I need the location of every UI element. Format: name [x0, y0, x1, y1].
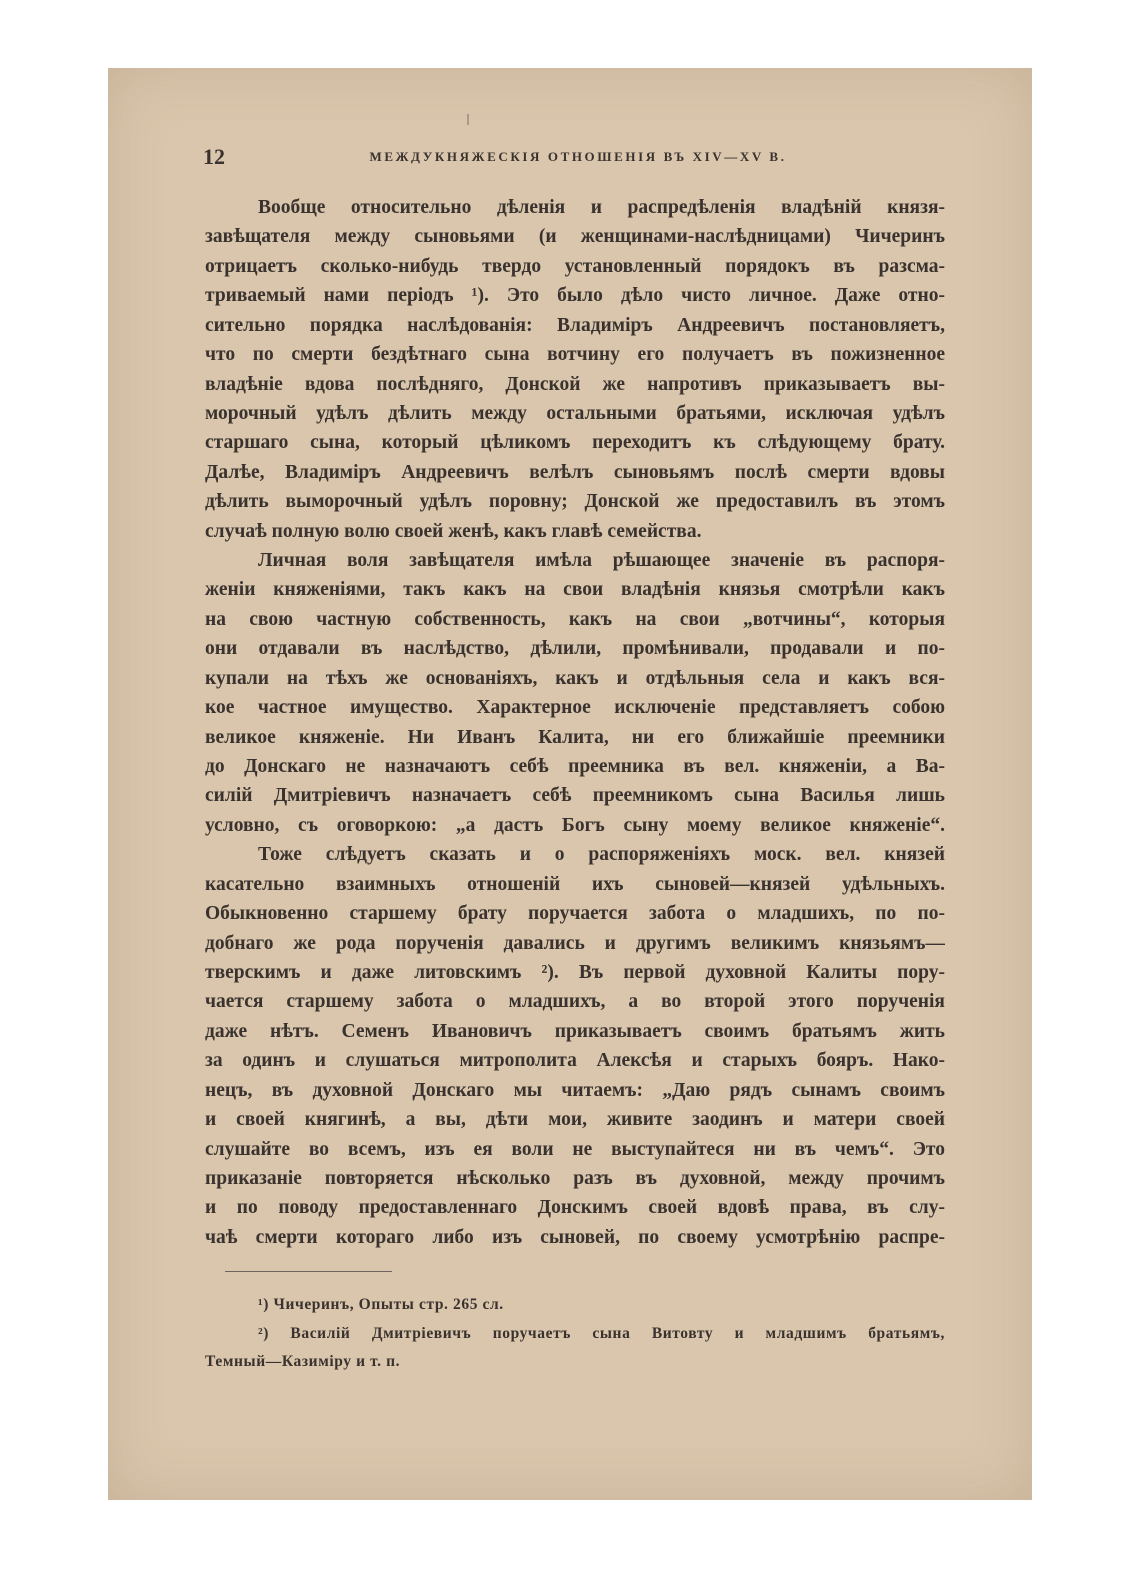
text-line: кое частное имущество. Характерное исключеніе представляетъ собою: [205, 697, 945, 719]
text-line: приказаніе повторяется нѣсколько разъ въ духовной, между прочимъ: [205, 1167, 945, 1189]
text-line: женіи княженіями, такъ какъ на свои владѣнія князья смотрѣли какъ: [205, 579, 945, 601]
running-title: МЕЖДУКНЯЖЕСКІЯ ОТНОШЕНІЯ ВЪ XIV—XV В.: [369, 149, 787, 164]
text-line: завѣщателя между сыновьями (и женщинами-наслѣдницами) Чичеринъ: [205, 226, 945, 248]
text-line: великое княженіе. Ни Иванъ Калита, ни его ближайшіе преемники: [205, 726, 945, 748]
footnote-1: ¹) Чичеринъ, Опыты стр. 265 сл.: [258, 1296, 504, 1313]
text-line: нецъ, въ духовной Донскаго мы читаемъ: „Даю рядъ сынамъ своимъ: [205, 1079, 945, 1101]
text-line: Далѣе, Владиміръ Андреевичъ велѣлъ сыновьямъ послѣ смерти вдовы: [205, 461, 945, 483]
text-line: и своей княгинѣ, а вы, дѣти мои, живите заодинъ и матери своей: [205, 1109, 945, 1131]
footnote-2-continuation: Темный—Казиміру и т. п.: [205, 1353, 401, 1370]
text-line: Вообще относительно дѣленія и распредѣленія владѣній князя-: [258, 197, 945, 218]
text-line: на свою частную собственность, какъ на свои „вотчины“, которыя: [205, 608, 945, 630]
text-line: добнаго же рода порученія давались и другимъ великимъ князьямъ—: [205, 932, 945, 954]
footnote-rule: [225, 1271, 392, 1272]
paragraph: [205, 840, 945, 1252]
text-line: что по смерти бездѣтнаго сына вотчину его получаетъ въ пожизненное: [205, 344, 945, 366]
footnote-2: ²) Василій Дмитріевичъ поручаетъ сына Витовту и младшимъ братьямъ,: [258, 1325, 945, 1342]
text-line: слушайте во всемъ, изъ ея воли не выступайтеся ни въ чемъ“. Это: [205, 1138, 945, 1160]
text-line: чается старшему забота о младшихъ, а во второй этого порученія: [205, 991, 945, 1013]
text-line: купали на тѣхъ же основаніяхъ, какъ и отдѣльныя села и какъ вся-: [205, 667, 945, 689]
text-line: случаѣ полную волю своей женѣ, какъ главѣ семейства.: [205, 520, 702, 542]
page-number: 12: [203, 144, 225, 169]
paragraph: [205, 546, 945, 840]
text-line: чаѣ смерти котораго либо изъ сыновей, по своему усмотрѣнію распре-: [205, 1226, 945, 1248]
text-line: даже нѣтъ. Семенъ Ивановичъ приказываетъ своимъ братьямъ жить: [205, 1020, 945, 1042]
text-line: до Донскаго не назначаютъ себѣ преемника въ вел. княженіи, а Ва-: [205, 756, 945, 778]
text-line: владѣніе вдова послѣдняго, Донской же напротивъ приказываетъ вы-: [205, 373, 945, 395]
text-line: силій Дмитріевичъ назначаетъ себѣ преемникомъ сына Василья лишь: [205, 785, 945, 807]
text-line: Личная воля завѣщателя имѣла рѣшающее значеніе въ распоря-: [258, 550, 945, 572]
text-line: они отдавали въ наслѣдство, дѣлили, промѣнивали, продавали и по-: [205, 638, 945, 660]
body-text: [205, 193, 945, 1252]
text-line: старшаго сына, который цѣликомъ переходитъ къ слѣдующему брату.: [205, 432, 945, 454]
scan-mark: [467, 114, 469, 125]
text-line: условно, съ оговоркою: „а дастъ Богъ сыну моему великое княженіе“.: [205, 814, 945, 836]
text-line: Тоже слѣдуетъ сказать и о распоряженіяхъ моск. вел. князей: [258, 844, 945, 866]
text-line: отрицаетъ сколько-нибудь твердо установленный порядокъ въ разсма-: [205, 255, 945, 277]
text-line: морочный удѣлъ дѣлить между остальными братьями, исключая удѣлъ: [205, 402, 945, 424]
text-line: и по поводу предоставленнаго Донскимъ своей вдовѣ права, въ слу-: [205, 1197, 945, 1219]
paragraph: [205, 193, 945, 546]
text-line: триваемый нами періодъ ¹). Это было дѣло чисто личное. Даже отно-: [205, 285, 945, 307]
text-line: сительно порядка наслѣдованія: Владиміръ Андреевичъ постановляетъ,: [205, 314, 945, 336]
text-line: дѣлить выморочный удѣлъ поровну; Донской же предоставилъ въ этомъ: [205, 491, 945, 513]
text-line: Обыкновенно старшему брату поручается забота о младшихъ, по по-: [205, 903, 945, 925]
text-line: за одинъ и слушаться митрополита Алексѣя и старыхъ бояръ. Нако-: [205, 1050, 945, 1072]
text-line: касательно взаимныхъ отношеній ихъ сыновей—князей удѣльныхъ.: [205, 873, 945, 895]
text-line: тверскимъ и даже литовскимъ ²). Въ первой духовной Калиты пору-: [205, 961, 945, 983]
